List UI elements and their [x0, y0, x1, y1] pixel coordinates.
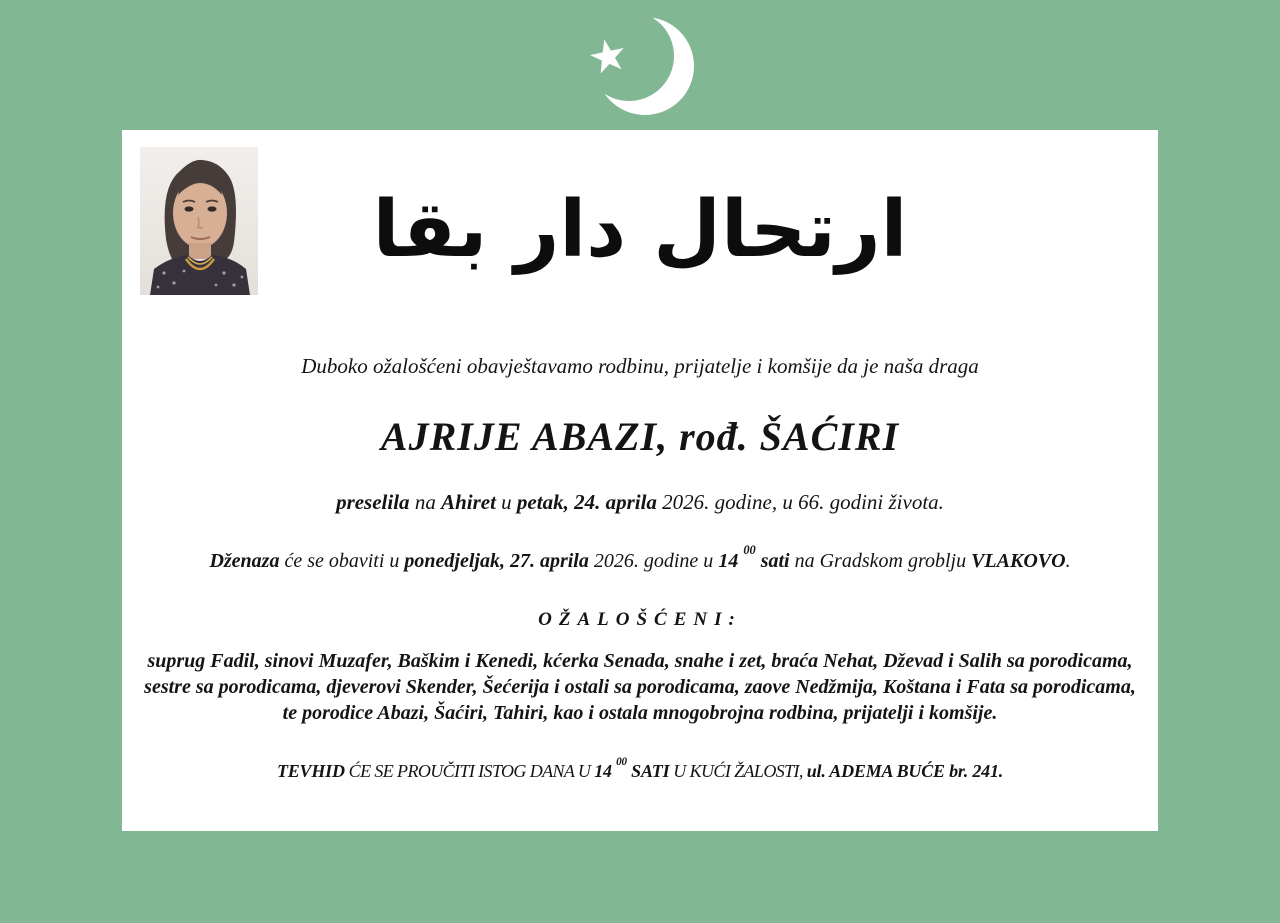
mourners-list: suprug Fadil, sinovi Muzafer, Baškim i Kenedi, kćerka Senada, snahe i zet, braća Nehat, Dževad i Salih sa porodicama, sestre sa porodicama, djeverovi Skender, Šećerija i ostali sa porodicama, zaove Nedžmija, Koštana i Fata sa porodicama, te porodice Abazi, Šaćiri, Tahiri, kao i ostala mnogobrojna rodbina, prijatelji i komšije.	[144, 650, 1136, 724]
funeral-info-line: Dženaza će se obaviti u ponedjeljak, 27. aprila 2026. godine u 14 $^{00}$ sati na Gradskom groblju VLAKOVO.	[209, 542, 1071, 572]
obituary-card	[122, 130, 1158, 831]
tevhid-line: TEVHID ĆE SE PROUČITI ISTOG DANA U 14 $^{00}$ SATI U KUĆI ŽALOSTI, ul. ADEMA BUĆE br. 241.	[276, 755, 1004, 781]
crescent-and-star-icon	[575, 14, 715, 122]
mourners-heading: OŽALOŠĆENI:	[538, 609, 742, 630]
crescent-and-star-graphic	[575, 14, 715, 122]
death-date-line: preselila na Ahiret u petak, 24. aprila 2026. godine, u 66. godini života.	[336, 490, 944, 514]
arabic-calligraphy: ارتحال دار بقا	[372, 185, 908, 275]
intro-line: Duboko ožalošćeni obavještavamo rodbinu, prijatelje i komšije da je naša draga	[301, 354, 979, 378]
deceased-name: AJRIJE ABAZI, rođ. ŠAĆIRI	[380, 414, 900, 459]
